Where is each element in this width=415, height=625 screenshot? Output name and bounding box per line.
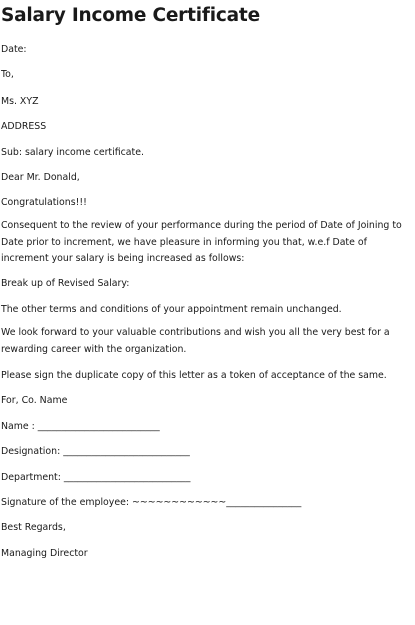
breakup-label: Break up of Revised Salary: [1, 278, 130, 289]
address-label: ADDRESS [1, 121, 47, 132]
body-paragraph: Consequent to the review of your performance during the period of Date of Joining to Date prior to increment, we have pleasure in informing you that, w.e.f Date of increment your salary is being increased as follows: [1, 220, 402, 264]
sign-request-text: Please sign the duplicate copy of this letter as a token of acceptance of the same. [1, 370, 387, 381]
regards-text: Best Regards, [1, 522, 66, 533]
salutation: Dear Mr. Donald, [1, 172, 80, 183]
department-field: Department: ___________________________ [1, 472, 191, 483]
look-forward-paragraph: We look forward to your valuable contributions and wish you all the very best for a rewarding career with the organization. [1, 327, 390, 355]
name-field: Name : __________________________ [1, 421, 160, 432]
signatory-title: Managing Director [1, 548, 88, 559]
to-label: To, [1, 69, 14, 80]
congratulations-text: Congratulations!!! [1, 197, 87, 208]
other-terms-text: The other terms and conditions of your appointment remain unchanged. [1, 304, 342, 315]
designation-field: Designation: ___________________________ [1, 446, 190, 457]
signature-field: Signature of the employee: ~~~~~~~~~~~~________________ [1, 497, 302, 508]
page-title: Salary Income Certificate [1, 5, 260, 26]
date-label: Date: [1, 44, 27, 55]
subject-line: Sub: salary income certificate. [1, 147, 144, 158]
for-company-text: For, Co. Name [1, 395, 68, 406]
recipient-name: Ms. XYZ [1, 96, 39, 107]
